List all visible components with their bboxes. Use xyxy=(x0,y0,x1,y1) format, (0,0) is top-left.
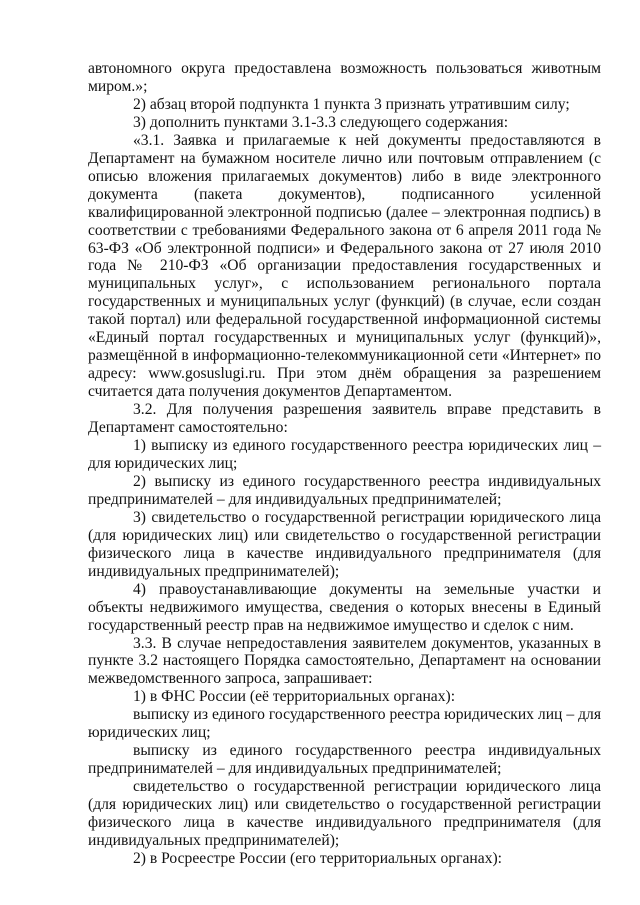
paragraph-clause-3-2-item-3: 3) свидетельство о государственной регистрации юридического лица (для юридических лиц) или свидетельство о государственной регистрации физического лица в качестве индивидуального предпринимателя (для индивидуальных предпринимателей); xyxy=(88,508,601,580)
paragraph-continuation: автономного округа предоставлена возможность пользоваться животным миром.»; xyxy=(88,60,601,95)
paragraph-clause-3-2-item-1: 1) выписку из единого государственного реестра юридических лиц – для юридических лиц; xyxy=(88,437,601,472)
paragraph-fns-certificate: свидетельство о государственной регистрации юридического лица (для юридических лиц) или свидетельство о государственной регистрации физического лица в качестве индивидуального предпринимателя (для индивидуальных предпринимателей); xyxy=(88,778,601,849)
paragraph-clause-3-1: «3.1. Заявка и прилагаемые к ней документы предоставляются в Департамент на бумажном носителе лично или почтовым отправлением (с описью вложения прилагаемых документов) либо в виде электронного документа (пакета документов), подписанного усиленной квалифицированной электронной подписью (далее – электронная подпись) в соответствии с требованиями Федерального закона от 6 апреля 2011 года № 63-ФЗ «Об электронной подписи» и Федерального закона от 27 июля 2010 года № 210-ФЗ «Об организации предоставления государственных и муниципальных услуг», с использованием регионального портала государственных и муниципальных услуг (функций) (в случае, если создан такой портал) или федеральной государственной информационной системы «Единый портал государственных и муниципальных услуг (функций)», размещённой в информационно-телекоммуникационной сети «Интернет» по адресу: www.gosuslugi.ru. При этом днём обращения за разрешением считается дата получения документов Департаментом. xyxy=(88,131,601,401)
paragraph-clause-3-2-item-4: 4) правоустанавливающие документы на земельные участки и объекты недвижимого имущества, сведения о которых внесены в Единый государственный реестр прав на недвижимое имущество и сделок с ним. xyxy=(88,580,601,634)
paragraph-item-2-repeal: 2) абзац второй подпункта 1 пункта 3 признать утратившим силу; xyxy=(133,95,570,113)
paragraph-clause-3-3: 3.3. В случае непредоставления заявителем документов, указанных в пункте 3.2 настоящего Порядка самостоятельно, Департамент на основании межведомственного запроса, запрашивает: xyxy=(88,634,601,688)
paragraph-item-3-supplement: 3) дополнить пунктами 3.1-3.3 следующего содержания: xyxy=(133,113,509,131)
paragraph-clause-3-3-item-2: 2) в Росреестре России (его территориальных органах): xyxy=(133,849,503,867)
paragraph-fns-legal-entities: выписку из единого государственного реестра юридических лиц – для юридических лиц; xyxy=(88,706,601,742)
paragraph-clause-3-3-item-1: 1) в ФНС России (её территориальных органах): xyxy=(133,688,456,706)
document-body xyxy=(88,60,601,868)
paragraph-clause-3-2-item-2: 2) выписку из единого государственного реестра индивидуальных предпринимателей – для индивидуальных предпринимателей; xyxy=(88,472,601,508)
paragraph-fns-entrepreneurs: выписку из единого государственного реестра индивидуальных предпринимателей – для индивидуальных предпринимателей; xyxy=(88,742,601,778)
paragraph-clause-3-2: 3.2. Для получения разрешения заявитель вправе представить в Департамент самостоятельно: xyxy=(88,401,601,437)
